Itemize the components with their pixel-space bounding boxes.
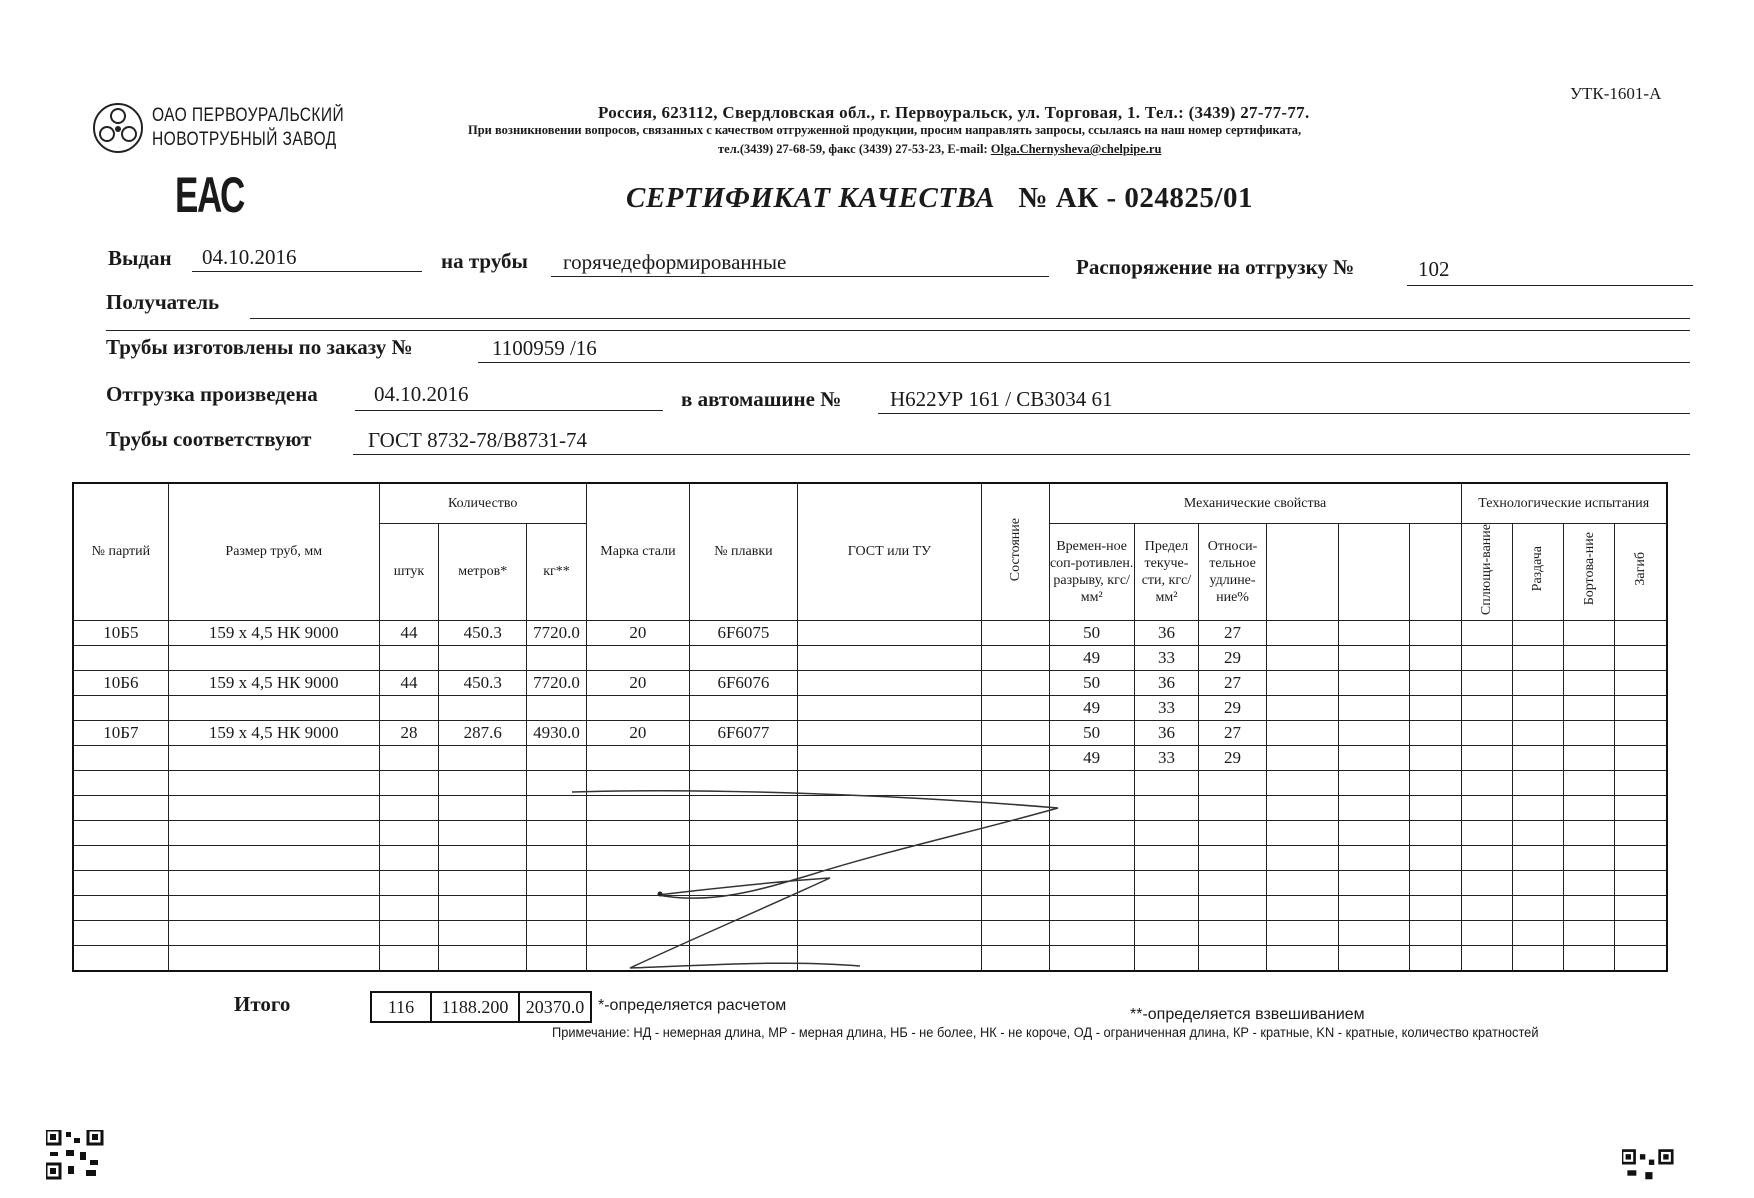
cell-size xyxy=(168,845,379,870)
total-meters: 1188.200 xyxy=(431,992,519,1022)
cell-kg: 4930.0 xyxy=(527,720,586,745)
cell-size xyxy=(168,920,379,945)
cell-blank xyxy=(1266,645,1338,670)
cell-pieces xyxy=(379,645,438,670)
cell-pieces: 28 xyxy=(379,720,438,745)
cell-yield: 36 xyxy=(1134,720,1199,745)
cell-grade: 20 xyxy=(586,720,689,745)
cell-elong: 27 xyxy=(1199,670,1267,695)
cell-blank xyxy=(1615,870,1667,895)
cell-yield: 36 xyxy=(1134,670,1199,695)
footnote-weighed: **-определяется взвешиванием xyxy=(1130,1006,1365,1023)
cell-pieces: 44 xyxy=(379,670,438,695)
cell-heat xyxy=(690,695,798,720)
cell-blank xyxy=(1512,770,1563,795)
cell-elong xyxy=(1199,945,1267,971)
header-pieces: штук xyxy=(379,523,438,620)
header-flatten-text: Сплющи-вание xyxy=(1479,523,1495,615)
shipped-value: 04.10.2016 xyxy=(374,382,469,406)
shipped-label: Отгрузка произведена xyxy=(106,382,318,406)
cell-gost xyxy=(797,620,981,645)
cell-blank xyxy=(1266,895,1338,920)
cell-blank xyxy=(1512,695,1563,720)
cell-blank xyxy=(1461,745,1512,770)
totals-table xyxy=(370,991,592,1023)
company-logo-icon xyxy=(92,102,144,154)
cell-yield: 33 xyxy=(1134,695,1199,720)
cell-tensile: 49 xyxy=(1049,645,1134,670)
cell-blank xyxy=(1461,645,1512,670)
cell-state xyxy=(982,670,1050,695)
header-gost: ГОСТ или ТУ xyxy=(797,483,981,620)
cell-yield xyxy=(1134,870,1199,895)
cell-meters xyxy=(439,795,527,820)
header-mech-blank-3 xyxy=(1410,523,1461,620)
table-row xyxy=(73,695,1667,720)
cell-elong xyxy=(1199,820,1267,845)
cell-blank xyxy=(1338,670,1410,695)
cell-gost xyxy=(797,695,981,720)
cell-size xyxy=(168,945,379,971)
header-yield: Предел текуче-сти, кгс/мм² xyxy=(1134,523,1199,620)
total-kg: 20370.0 xyxy=(519,992,591,1022)
cell-elong: 29 xyxy=(1199,745,1267,770)
cell-blank xyxy=(1266,695,1338,720)
cell-elong xyxy=(1199,845,1267,870)
cell-blank xyxy=(1563,745,1614,770)
cell-blank xyxy=(1410,845,1461,870)
cell-heat: 6F6076 xyxy=(690,670,798,695)
cell-meters xyxy=(439,895,527,920)
cell-blank xyxy=(1410,945,1461,971)
cell-blank xyxy=(1461,945,1512,971)
cell-blank xyxy=(1615,770,1667,795)
cell-elong: 27 xyxy=(1199,620,1267,645)
cell-blank xyxy=(1461,920,1512,945)
header-bend-text: Загиб xyxy=(1633,552,1649,586)
cell-meters xyxy=(439,945,527,971)
cell-blank xyxy=(1563,795,1614,820)
cell-size xyxy=(168,820,379,845)
certificate-number: № АК - 024825/01 xyxy=(1018,182,1253,214)
footnote-calculated: *-определяется расчетом xyxy=(598,997,787,1014)
cell-blank xyxy=(1563,945,1614,971)
cell-kg xyxy=(527,745,586,770)
cell-meters xyxy=(439,920,527,945)
cell-yield xyxy=(1134,845,1199,870)
document-title xyxy=(626,182,1253,215)
cell-blank xyxy=(1266,945,1338,971)
cell-batch xyxy=(73,770,168,795)
cell-blank xyxy=(1410,645,1461,670)
pipes-label: на трубы xyxy=(441,249,528,273)
cell-blank xyxy=(1461,895,1512,920)
cell-yield xyxy=(1134,920,1199,945)
cell-elong xyxy=(1199,870,1267,895)
contact-phone-email xyxy=(718,142,1161,157)
cell-meters xyxy=(439,870,527,895)
cell-meters xyxy=(439,745,527,770)
conform-value: ГОСТ 8732-78/В8731-74 xyxy=(368,428,587,452)
header-heat: № плавки xyxy=(690,483,798,620)
cell-blank xyxy=(1410,745,1461,770)
cell-blank xyxy=(1615,645,1667,670)
cell-blank xyxy=(1266,720,1338,745)
cell-tensile: 50 xyxy=(1049,670,1134,695)
header-quantity: Количество xyxy=(379,483,586,523)
cell-blank xyxy=(1410,620,1461,645)
header-mech-blank-1 xyxy=(1266,523,1338,620)
cell-blank xyxy=(1615,670,1667,695)
cell-batch xyxy=(73,870,168,895)
cell-meters: 450.3 xyxy=(439,620,527,645)
cell-blank xyxy=(1615,820,1667,845)
cell-blank xyxy=(1512,945,1563,971)
cell-blank xyxy=(1615,795,1667,820)
cell-blank xyxy=(1410,870,1461,895)
cell-blank xyxy=(1338,870,1410,895)
cell-blank xyxy=(1461,770,1512,795)
cell-pieces xyxy=(379,745,438,770)
cell-blank xyxy=(1563,695,1614,720)
header-batch: № партий xyxy=(73,483,168,620)
issued-label: Выдан xyxy=(108,246,172,270)
cell-blank xyxy=(1266,870,1338,895)
order-value: 102 xyxy=(1418,257,1450,281)
cell-heat: 6F6077 xyxy=(690,720,798,745)
cell-batch xyxy=(73,695,168,720)
cell-blank xyxy=(1461,795,1512,820)
cell-state xyxy=(982,620,1050,645)
cell-blank xyxy=(1563,845,1614,870)
cell-grade xyxy=(586,695,689,720)
cell-batch xyxy=(73,645,168,670)
cell-meters xyxy=(439,820,527,845)
cell-tensile: 50 xyxy=(1049,720,1134,745)
cell-blank xyxy=(1410,695,1461,720)
cell-batch xyxy=(73,895,168,920)
cell-elong xyxy=(1199,770,1267,795)
cell-blank xyxy=(1338,695,1410,720)
cell-blank xyxy=(1338,820,1410,845)
cell-blank xyxy=(1461,845,1512,870)
cell-yield xyxy=(1134,895,1199,920)
cell-tensile: 49 xyxy=(1049,695,1134,720)
company-address: Россия, 623112, Свердловская обл., г. Первоуральск, ул. Торговая, 1. Тел.: (3439) 27-77-77. xyxy=(598,103,1310,122)
header-expand xyxy=(1512,523,1563,620)
cell-blank xyxy=(1461,670,1512,695)
cell-blank xyxy=(1461,620,1512,645)
cell-state xyxy=(982,745,1050,770)
cell-blank xyxy=(1615,695,1667,720)
cell-batch xyxy=(73,745,168,770)
cell-blank xyxy=(1266,670,1338,695)
cell-grade xyxy=(586,745,689,770)
cell-blank xyxy=(1338,945,1410,971)
cell-blank xyxy=(1563,895,1614,920)
table-row xyxy=(73,645,1667,670)
header-flange xyxy=(1563,523,1614,620)
contact-email-link[interactable]: Olga.Chernysheva@chelpipe.ru xyxy=(990,142,1162,156)
cell-meters xyxy=(439,645,527,670)
cell-pieces xyxy=(379,895,438,920)
cell-blank xyxy=(1410,670,1461,695)
table-row xyxy=(73,670,1667,695)
cell-meters xyxy=(439,770,527,795)
cell-size xyxy=(168,695,379,720)
cell-blank xyxy=(1563,720,1614,745)
cell-gost xyxy=(797,645,981,670)
cell-blank xyxy=(1512,795,1563,820)
cell-size xyxy=(168,770,379,795)
cell-heat xyxy=(690,745,798,770)
cell-grade: 20 xyxy=(586,620,689,645)
cell-kg xyxy=(527,695,586,720)
cell-elong: 27 xyxy=(1199,720,1267,745)
cell-blank xyxy=(1615,895,1667,920)
cell-blank xyxy=(1266,820,1338,845)
cell-blank xyxy=(1615,920,1667,945)
header-state-text: Состояние xyxy=(1007,517,1023,581)
cell-blank xyxy=(1512,820,1563,845)
truck-value: Н622УР 161 / СВ3034 61 xyxy=(890,387,1113,411)
eac-mark: ЕАС xyxy=(175,167,244,223)
cell-blank xyxy=(1338,795,1410,820)
cell-blank xyxy=(1338,895,1410,920)
cell-blank xyxy=(1266,620,1338,645)
order-label: Распоряжение на отгрузку № xyxy=(1076,255,1355,279)
cell-blank xyxy=(1563,620,1614,645)
cell-blank xyxy=(1461,870,1512,895)
cell-kg: 7720.0 xyxy=(527,620,586,645)
cell-blank xyxy=(1410,795,1461,820)
table-row xyxy=(73,745,1667,770)
cell-blank xyxy=(1461,720,1512,745)
cell-elong: 29 xyxy=(1199,695,1267,720)
cell-batch xyxy=(73,820,168,845)
cell-blank xyxy=(1266,920,1338,945)
cell-blank xyxy=(1512,645,1563,670)
cell-pieces xyxy=(379,695,438,720)
cell-blank xyxy=(1410,770,1461,795)
cell-blank xyxy=(1563,920,1614,945)
signature-scribble xyxy=(560,790,1080,980)
cell-blank xyxy=(1563,820,1614,845)
cell-yield xyxy=(1134,945,1199,971)
cell-blank xyxy=(1338,845,1410,870)
cell-pieces xyxy=(379,820,438,845)
header-flatten xyxy=(1461,523,1512,620)
cell-batch: 10Б5 xyxy=(73,620,168,645)
contact-note: При возникновении вопросов, связанных с качеством отгруженной продукции, просим направлять запросы, ссылаясь на наш номер сертификата, xyxy=(468,123,1302,137)
cell-kg xyxy=(527,645,586,670)
remark-note: Примечание: НД - немерная длина, МР - мерная длина, НБ - не более, НК - не короче, ОД - ограниченная длина, КР - кратные, KN - кратные, количество кратностей xyxy=(552,1025,1539,1040)
cell-blank xyxy=(1512,870,1563,895)
header-meters: метров* xyxy=(439,523,527,620)
company-name xyxy=(152,104,344,152)
cell-pieces xyxy=(379,795,438,820)
cell-gost xyxy=(797,670,981,695)
cell-heat xyxy=(690,645,798,670)
table-row xyxy=(73,620,1667,645)
totals-label: Итого xyxy=(234,992,291,1016)
cell-pieces xyxy=(379,845,438,870)
header-flange-text: Бортова-ние xyxy=(1581,532,1597,606)
cell-blank xyxy=(1563,670,1614,695)
header-mech: Механические свойства xyxy=(1049,483,1461,523)
issued-value: 04.10.2016 xyxy=(202,245,297,269)
cell-grade xyxy=(586,645,689,670)
cell-blank xyxy=(1615,945,1667,971)
cell-blank xyxy=(1563,770,1614,795)
cell-blank xyxy=(1563,645,1614,670)
header-tensile: Времен-ное соп-ротивлен. разрыву, кгс/мм² xyxy=(1049,523,1134,620)
cell-pieces xyxy=(379,770,438,795)
cell-batch xyxy=(73,945,168,971)
cell-batch xyxy=(73,845,168,870)
cell-yield xyxy=(1134,820,1199,845)
cell-meters xyxy=(439,845,527,870)
cell-size: 159 х 4,5 НК 9000 xyxy=(168,620,379,645)
company-name-line2: НОВОТРУБНЫЙ ЗАВОД xyxy=(152,129,337,150)
cell-size xyxy=(168,795,379,820)
cell-blank xyxy=(1338,645,1410,670)
cell-blank xyxy=(1615,620,1667,645)
cell-size xyxy=(168,645,379,670)
total-pieces: 116 xyxy=(371,992,431,1022)
cell-batch xyxy=(73,920,168,945)
cell-yield xyxy=(1134,795,1199,820)
cell-blank xyxy=(1461,820,1512,845)
title-text: СЕРТИФИКАТ КАЧЕСТВА xyxy=(626,182,996,214)
cell-blank xyxy=(1338,745,1410,770)
header-bend xyxy=(1615,523,1667,620)
cell-blank xyxy=(1410,820,1461,845)
cell-size xyxy=(168,870,379,895)
cell-blank xyxy=(1410,920,1461,945)
cell-blank xyxy=(1338,920,1410,945)
cell-batch: 10Б6 xyxy=(73,670,168,695)
cell-size: 159 х 4,5 НК 9000 xyxy=(168,720,379,745)
form-code: УТК-1601-А xyxy=(1570,84,1662,103)
cell-yield: 33 xyxy=(1134,645,1199,670)
cell-blank xyxy=(1266,795,1338,820)
cell-blank xyxy=(1461,695,1512,720)
cell-tensile: 49 xyxy=(1049,745,1134,770)
cell-blank xyxy=(1512,670,1563,695)
cell-blank xyxy=(1338,770,1410,795)
truck-label: в автомашине № xyxy=(681,387,842,411)
recipient-label: Получатель xyxy=(106,290,220,314)
cell-batch xyxy=(73,795,168,820)
header-grade: Марка стали xyxy=(586,483,689,620)
cell-pieces: 44 xyxy=(379,620,438,645)
header-size: Размер труб, мм xyxy=(168,483,379,620)
cell-elong: 29 xyxy=(1199,645,1267,670)
cell-gost xyxy=(797,720,981,745)
company-name-line1: ОАО ПЕРВОУРАЛЬСКИЙ xyxy=(152,105,345,126)
made-label: Трубы изготовлены по заказу № xyxy=(106,335,413,359)
cell-state xyxy=(982,645,1050,670)
cell-batch: 10Б7 xyxy=(73,720,168,745)
cell-blank xyxy=(1615,720,1667,745)
pipes-value: горячедеформированные xyxy=(563,250,787,274)
cell-pieces xyxy=(379,920,438,945)
made-value: 1100959 /16 xyxy=(492,336,597,360)
header-mech-blank-2 xyxy=(1338,523,1410,620)
cell-elong xyxy=(1199,920,1267,945)
cell-gost xyxy=(797,745,981,770)
cell-pieces xyxy=(379,945,438,971)
header-tech: Технологические испытания xyxy=(1461,483,1667,523)
header-expand-text: Раздача xyxy=(1530,546,1546,592)
cell-state xyxy=(982,695,1050,720)
contact-phones: тел.(3439) 27-68-59, факс (3439) 27-53-23, E-mail: xyxy=(718,142,991,156)
cell-blank xyxy=(1338,620,1410,645)
cell-blank xyxy=(1512,845,1563,870)
cell-size: 159 х 4,5 НК 9000 xyxy=(168,670,379,695)
qr-code-icon xyxy=(1622,1148,1674,1198)
cell-blank xyxy=(1563,870,1614,895)
cell-blank xyxy=(1512,745,1563,770)
cell-size xyxy=(168,895,379,920)
qr-code-icon xyxy=(46,1130,104,1180)
conform-label: Трубы соответствуют xyxy=(106,427,312,451)
cell-elong xyxy=(1199,895,1267,920)
cell-yield: 36 xyxy=(1134,620,1199,645)
cell-yield xyxy=(1134,770,1199,795)
header-elong: Относи-тельное удлине-ние% xyxy=(1199,523,1267,620)
cell-blank xyxy=(1512,920,1563,945)
cell-blank xyxy=(1338,720,1410,745)
cell-blank xyxy=(1266,745,1338,770)
cell-yield: 33 xyxy=(1134,745,1199,770)
cell-blank xyxy=(1615,845,1667,870)
cell-size xyxy=(168,745,379,770)
cell-tensile: 50 xyxy=(1049,620,1134,645)
header-kg: кг** xyxy=(527,523,586,620)
cell-meters: 450.3 xyxy=(439,670,527,695)
cell-blank xyxy=(1512,620,1563,645)
cell-elong xyxy=(1199,795,1267,820)
cell-blank xyxy=(1615,745,1667,770)
cell-blank xyxy=(1266,845,1338,870)
cell-blank xyxy=(1512,895,1563,920)
cell-blank xyxy=(1512,720,1563,745)
header-state xyxy=(982,483,1050,620)
cell-meters: 287.6 xyxy=(439,720,527,745)
cell-grade: 20 xyxy=(586,670,689,695)
cell-pieces xyxy=(379,870,438,895)
cell-blank xyxy=(1410,720,1461,745)
cell-heat: 6F6075 xyxy=(690,620,798,645)
cell-blank xyxy=(1266,770,1338,795)
cell-meters xyxy=(439,695,527,720)
table-row xyxy=(73,720,1667,745)
cell-blank xyxy=(1410,895,1461,920)
cell-state xyxy=(982,720,1050,745)
cell-kg: 7720.0 xyxy=(527,670,586,695)
